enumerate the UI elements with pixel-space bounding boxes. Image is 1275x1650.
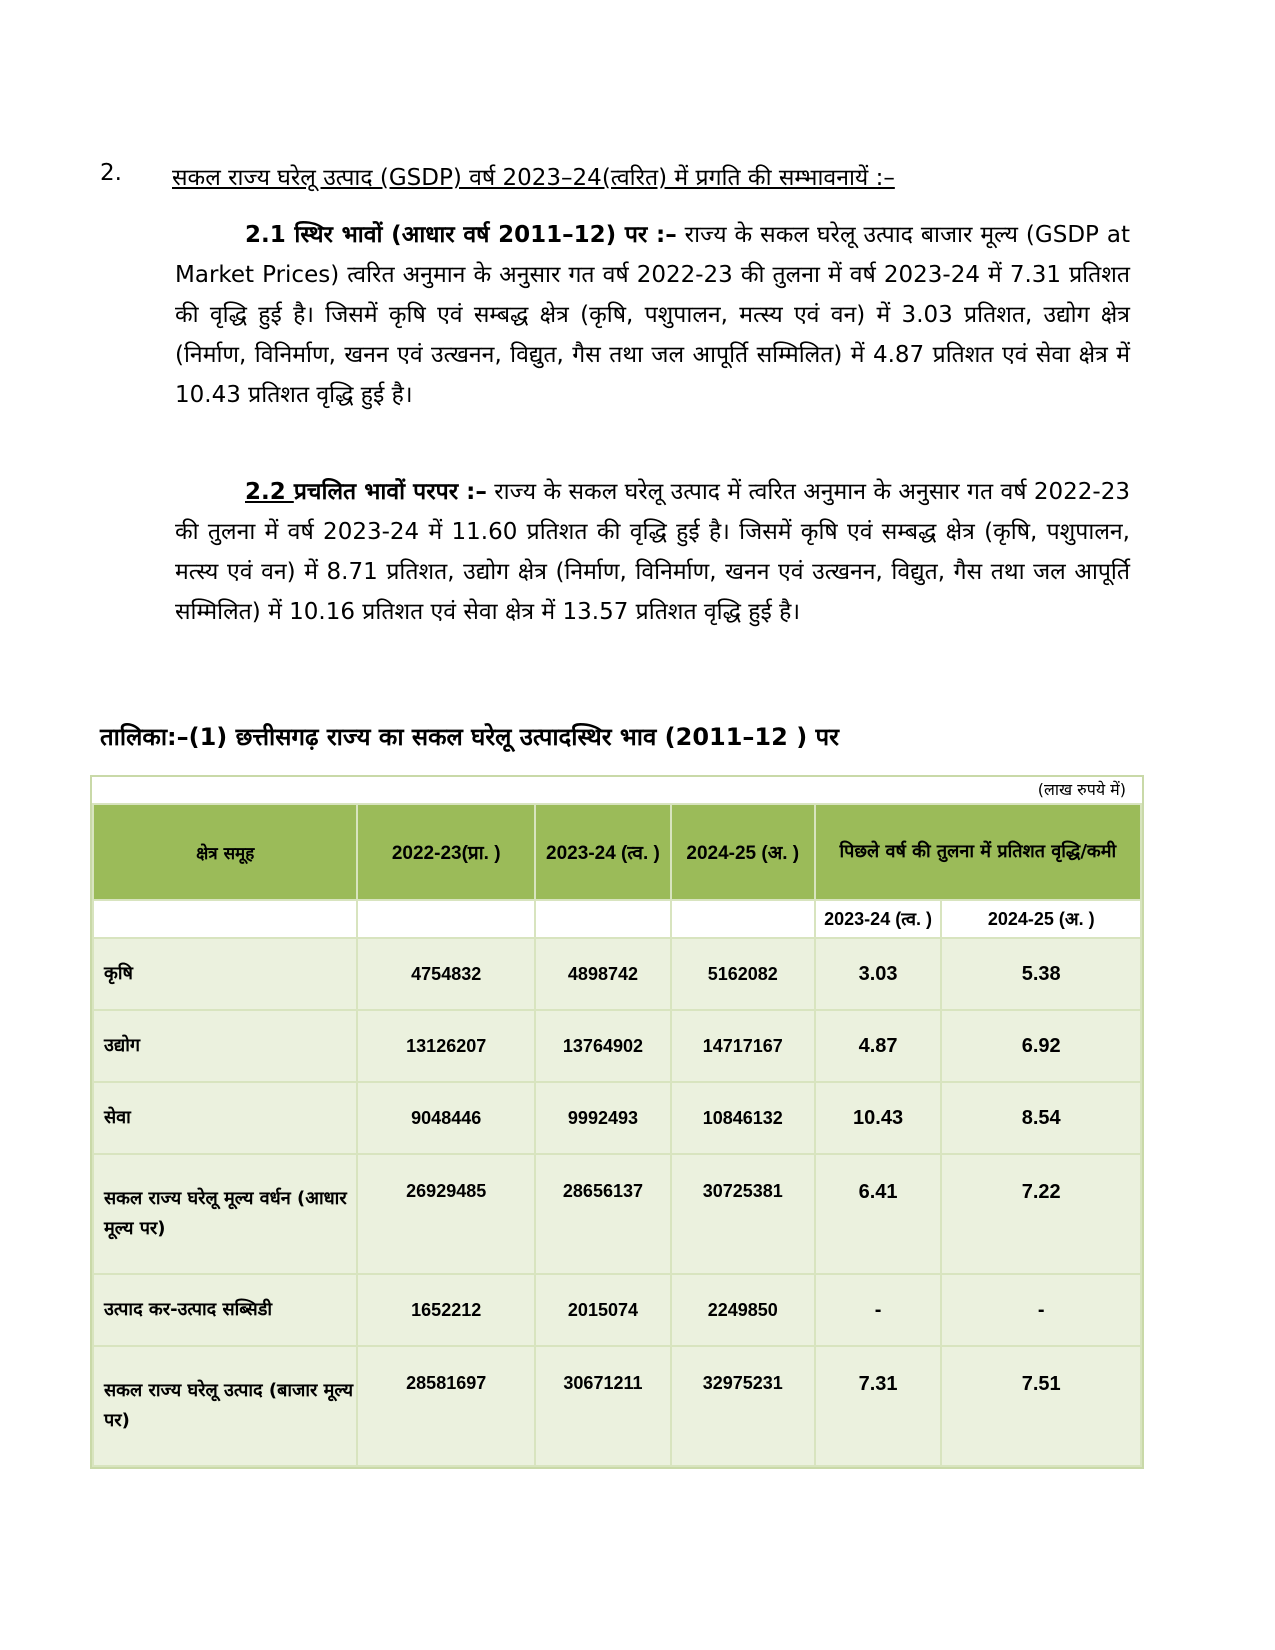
cell-percent: 6.41 xyxy=(815,1154,942,1274)
cell-value: 30725381 xyxy=(671,1154,815,1274)
cell-percent: 7.31 xyxy=(815,1346,942,1466)
cell-value: 2249850 xyxy=(671,1274,815,1346)
table-row xyxy=(93,1082,1141,1154)
row-label: सकल राज्य घरेलू मूल्य वर्धन (आधार मूल्य पर) xyxy=(93,1154,357,1274)
section-title: सकल राज्य घरेलू उत्पाद (GSDP) वर्ष 2023–24(त्वरित) में प्रगति की सम्भावनायें :– xyxy=(172,165,895,191)
cell-value: 9048446 xyxy=(357,1082,535,1154)
row-label: उत्पाद कर-उत्पाद सब्सिडी xyxy=(93,1274,357,1346)
header-year-2: 2023-24 (त्व. ) xyxy=(535,804,671,900)
table-row xyxy=(93,1346,1141,1466)
paragraph-text: राज्य के सकल घरेलू उत्पाद में त्वरित अनुमान के अनुसार गत वर्ष 2022-23 की तुलना में वर्ष 2023-24 में 11.60 प्रतिशत की वृद्धि हुई है। जिसमें कृषि एवं सम्बद्ध क्षेत्र (कृषि, पशुपालन, मत्स्य एवं वन) में 8.71 प्रतिशत, उद्योग क्षेत्र (निर्माण, विनिर्माण, खनन एवं उत्खनन, विद्युत, गैस तथा जल आपूर्ति सम्मिलित) में 10.16 प्रतिशत एवं सेवा क्षेत्र में 13.57 प्रतिशत वृद्धि हुई है। xyxy=(175,479,1130,625)
cell-percent: - xyxy=(941,1274,1141,1346)
cell-value: 13764902 xyxy=(535,1010,671,1082)
cell-value: 4754832 xyxy=(357,938,535,1010)
paragraph-heading: 2.1 स्थिर भावों (आधार वर्ष 2011–12) पर :– xyxy=(245,222,677,248)
table-row xyxy=(93,1154,1141,1274)
cell-percent: 3.03 xyxy=(815,938,942,1010)
header-year-3: 2024-25 (अ. ) xyxy=(671,804,815,900)
cell-percent: 7.51 xyxy=(941,1346,1141,1466)
cell-value: 26929485 xyxy=(357,1154,535,1274)
table-subheader-row xyxy=(93,900,1141,938)
paragraph-constant-prices xyxy=(175,215,1130,415)
cell-percent: 8.54 xyxy=(941,1082,1141,1154)
row-label: सेवा xyxy=(93,1082,357,1154)
paragraph-current-prices xyxy=(175,472,1130,632)
paragraph-heading: प्रचलित भावों परपर :– xyxy=(293,479,487,505)
row-label: कृषि xyxy=(93,938,357,1010)
table-row xyxy=(93,938,1141,1010)
cell-value: 28656137 xyxy=(535,1154,671,1274)
paragraph-heading-number: 2.2 xyxy=(245,479,294,505)
table-header-row xyxy=(93,804,1141,900)
subheader-growth-2: 2024-25 (अ. ) xyxy=(941,900,1141,938)
table-title: तालिका:–(1) छत्तीसगढ़ राज्य का सकल घरेलू उत्पादस्थिर भाव (2011–12 ) पर xyxy=(100,723,839,751)
header-comparison: पिछले वर्ष की तुलना में प्रतिशत वृद्धि/कमी xyxy=(815,804,1141,900)
gsdp-table xyxy=(90,775,1144,1469)
cell-value: 10846132 xyxy=(671,1082,815,1154)
cell-value: 2015074 xyxy=(535,1274,671,1346)
cell-percent: 10.43 xyxy=(815,1082,942,1154)
section-number: 2. xyxy=(100,160,122,186)
cell-value: 30671211 xyxy=(535,1346,671,1466)
unit-note: (लाख रुपये में) xyxy=(1037,780,1126,799)
row-label: सकल राज्य घरेलू उत्पाद (बाजार मूल्य पर) xyxy=(93,1346,357,1466)
paragraph-text: राज्य के सकल घरेलू उत्पाद बाजार मूल्य (GSDP at Market Prices) त्वरित अनुमान के अनुसार गत वर्ष 2022-23 की तुलना में वर्ष 2023-24 में 7.31 प्रतिशत की वृद्धि हुई है। जिसमें कृषि एवं सम्बद्ध क्षेत्र (कृषि, पशुपालन, मत्स्य एवं वन) में 3.03 प्रतिशत, उद्योग क्षेत्र (निर्माण, विनिर्माण, खनन एवं उत्खनन, विद्युत, गैस तथा जल आपूर्ति सम्मिलित) में 4.87 प्रतिशत एवं सेवा क्षेत्र में 10.43 प्रतिशत वृद्धि हुई है। xyxy=(175,222,1131,408)
cell-percent: - xyxy=(815,1274,942,1346)
cell-value: 32975231 xyxy=(671,1346,815,1466)
cell-percent: 4.87 xyxy=(815,1010,942,1082)
cell-value: 4898742 xyxy=(535,938,671,1010)
subheader-growth-1: 2023-24 (त्व. ) xyxy=(815,900,942,938)
cell-value: 9992493 xyxy=(535,1082,671,1154)
cell-value: 13126207 xyxy=(357,1010,535,1082)
cell-percent: 7.22 xyxy=(941,1154,1141,1274)
cell-value: 5162082 xyxy=(671,938,815,1010)
cell-percent: 5.38 xyxy=(941,938,1141,1010)
cell-percent: 6.92 xyxy=(941,1010,1141,1082)
cell-value: 28581697 xyxy=(357,1346,535,1466)
cell-value: 1652212 xyxy=(357,1274,535,1346)
table-row xyxy=(93,1010,1141,1082)
header-sector: क्षेत्र समूह xyxy=(93,804,357,900)
header-year-1: 2022-23(प्रा. ) xyxy=(357,804,535,900)
row-label: उद्योग xyxy=(93,1010,357,1082)
table-row xyxy=(93,1274,1141,1346)
cell-value: 14717167 xyxy=(671,1010,815,1082)
